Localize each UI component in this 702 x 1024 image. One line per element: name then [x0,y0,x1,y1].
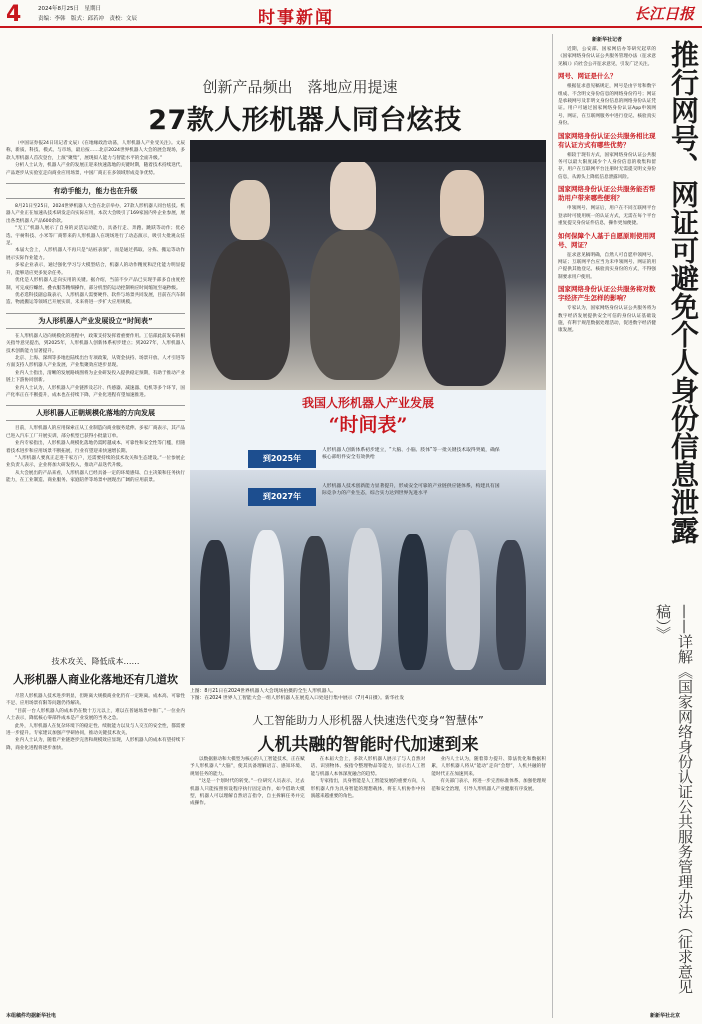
lead-paragraph: 业内人士认为，人形机器人产业链涉及芯片、传感器、减速器、电机等多个环节，国产化率正在不断提升，成本也在持续下降，产业化进程有望加速推进。 [6,385,185,398]
sidebar-source: 本组稿件均据新华社电 [6,1013,57,1019]
qa-answer: 征求意见稿明确，自然人可自愿申领网号、网证；互联网平台应当为未申领网号、网证的用户提供其他登记、核验真实身份的方式，不得强制要求用户使用。 [558,252,656,280]
lead-paragraph: “无工”机器人展示了自身的灵活运动能力，具备行走、奔跑、跳跃等动作；优必选、宇树科技、小米等厂商带来的人形机器人在现场进行了动态演示，吸引大批观众驻足。 [6,226,185,247]
timeline-year-2027: 到2027年 [248,488,316,506]
lead-paragraph: 本届大会上，人形机器人不再只是“站桩表演”，而是通过抓取、分拣、搬运等动作展示实际作业能力。 [6,248,185,261]
lead-paragraph: 从大会展出的产品来看，人形机器人已经具备一定的环境感知、自主决策和任务执行能力，在工业制造、商业服务、家庭陪伴等场景中展现出广阔的应用前景。 [6,470,185,484]
publish-date: 2024年8月25日 星期日 [38,6,101,12]
subhead: 有动手能力，能力也在升级 [6,183,185,199]
photo-caption: 上图：8月21日在2024世界机器人大会现场拍摄的全生人形机器人。 下图：在2024 世界人工智能大会一组人形机器人在展览入口处进行集中展示（7月4日摄）。新华社发 [190,689,405,701]
lead-paragraph: 优必选科技副总裁表示，人形机器人需要硬件、软件与场景共同发展，目前在汽车制造、物流搬运等领域已开展实训，未来将进一步扩大应用规模。 [6,292,185,306]
qa-question: 国家网络身份认证公共服务能否帮助用户带来哪些便利？ [558,185,656,203]
right-article-body [558,36,656,1016]
qa-answer: 根据征求意见稿规定，网号是由字母和数字组成、不含明文身份信息的网络身份符号；网证是承载网号及非明文身份信息的网络身份认证凭证。用户可通过国家网络身份认证App申领网号、网证，在互联网服务中进行登记、核验真实身份。 [558,84,656,127]
lead-paragraph: 分析人士认为，机器人产业的发展正迎来快速落地的关键时期，随着技术持续迭代，产品逐步从实验室走向商业应用场景，中国厂商正在多领域形成竞争优势。 [6,163,185,176]
ai-paragraph: 在本届大会上，多款人形机器人展示了与人自然对话、识别物体、按指令整理物品等能力，显示出人工智能与机器人本体深度融合的趋势。 [310,757,426,777]
editors-line: 责编：李韩 版式：邱若冲 责校：文辰 [38,16,138,22]
ai-article-body [190,756,546,1020]
sidebar-paragraph: 此外，人形机器人在复杂环境下的稳定性、续航能力以及与人交互的安全性，都需要进一步提升。专家建议加强产学研协同，推动关键技术攻关。 [6,723,185,737]
ai-kicker: 人工智能助力人形机器人快速迭代变身“智慧体” [252,714,484,727]
ai-paragraph: 业内人士认为，随着算力提升、算法优化和数据积累，人形机器人将从“能动”走向“会想”，人机共融的智能时代正在加速到来。 [431,757,546,777]
qa-answer: 专家认为，国家网络身份认证公共服务将为数字经济发展提供安全可信的身份认证基础设施，有利于规范数据处理活动，促进数字经济健康发展。 [558,306,656,334]
right-source: 新新华社北京 [650,1013,681,1019]
lead-paragraph: 在人形机器人迈向规模化的进程中，政策支持发挥着重要作用。工信部此前发布的相关指导意见提出，到2025年，人形机器人创新体系初步建立；到2027年，人形机器人技术创新能力显著提升。 [6,333,185,354]
lead-kicker: 创新产品频出 落地应用提速 [202,78,398,96]
ai-paragraph: 以数据驱动和大模型为核心的人工智能技术，正在赋予人形机器人“大脑”，使其具备理解语言、感知环境、规划任务的能力。 [190,757,305,777]
sidebar-headline: 人形机器人商业化落地还有几道坎 [13,673,178,686]
qa-question: 网号、网证是什么？ [558,72,617,81]
sidebar-kicker: 技术攻关、降低成本…… [51,657,140,666]
ai-headline: 人机共融的智能时代加速到来 [257,735,479,755]
page-header [0,0,702,28]
lead-headline: 27款人形机器人同台炫技 [148,105,462,136]
lead-paragraph: 业内人士指出，清晰的发展路线图将为企业研发投入提供稳定预期，有助于推动产业链上下游协同创新。 [6,370,185,384]
sidebar-article [6,650,185,1020]
robot-photo-bottom [190,448,546,685]
lead-paragraph: 8月21日至25日，2024世界机器人大会在北京举办，27款人形机器人同台炫技。机器人产业正在加速从技术研发走向实际应用，本次大会吸引了169家国内外企业参展，展出各类机器人产品600余款。 [6,204,185,224]
lead-paragraph: 目前，人形机器人的应用探索正从工业制造向商业服务延伸。多家厂商表示，其产品已进入汽车工厂开展实训，部分机型已获得小批量订单。 [6,426,185,439]
vertical-subtitle: ——详解《国家网络身份认证公共服务管理办法（征求意见稿）》 [654,604,694,994]
subhead: 人形机器人正朝规模化落地的方向发展 [6,405,185,421]
sidebar-paragraph: 业内人士认为，随着产业链逐步完善和规模效应显现，人形机器人的成本有望持续下降，商业化进程将逐步加快。 [6,738,185,751]
robot-photo-top [190,140,546,390]
section-title: 时事新闻 [258,8,334,28]
paper-name: 长江日报 [633,5,694,23]
qa-question: 国家网络身份认证公共服务将对数字经济产生怎样的影响？ [558,285,656,303]
qa-question: 如何保障个人基于自愿原则使用网号、网证？ [558,231,656,249]
column-divider [552,34,553,1018]
lead-intro: （中国证券报24日讯记者文辰）《在地缘政治动荡，人形机器人产业受关注》。文辰称，新质、科技、模式、与市场，最后按……北京2024世界机器人大会的展会现场，多款人形机器人首次登台，上演“聚集”，展现拟人能力与智能水平的全面升级。” [6,141,185,161]
ai-paragraph: “这是一个划时代的转变。”一位研究人员表示，过去机器人只能按照预设程序执行固定动作，如今借助大模型，机器人可以理解自然语言指令，自主拆解任务并完成操作。 [190,779,305,807]
timeline-text-2027: 人形机器人技术创新能力显著提升，形成安全可靠的产业链供应链体系，构建具有国际竞争力的产业生态，综合实力达到世界先进水平 [322,484,500,496]
lead-paragraph: 北京、上海、深圳等多地也陆续出台专项政策，从资金扶持、场景开放、人才引进等方面支持人形机器人产业发展，产业集聚效应逐步显现。 [6,355,185,369]
qa-answer: 申领网号、网证后，用户在不同互联网平台登录时可使用统一的认证方式，无需在每个平台重复提交身份证件信息，操作更加便捷。 [558,206,656,227]
vertical-headline: 推行网号、网证可避免个人身份信息泄露 [667,40,700,544]
ai-paragraph: 专家指出，具身智能是人工智能发展的重要方向，人形机器人作为具身智能的理想载体，将在人机协作中扮演越来越重要的角色。 [310,779,426,800]
timeline-text-2025: 人形机器人创新体系初步建立，“大脑、小脑、肢体”等一批关键技术取得突破，确保核心部组件安全有效供给 [322,448,500,460]
sidebar-paragraph: 尽管人形机器人技术进步明显，但距离大规模商业化仍有一定距离。成本高、可靠性不足、应用场景有限等问题仍待解决。 [6,694,185,707]
lead-paragraph: “人形机器人要真正走进千家万户，还需要持续的技术攻关和生态建设。”一位参展企业负责人表示，企业将加大研发投入，推动产品迭代升级。 [6,456,185,469]
ai-paragraph: 有关部门表示，将进一步完善标准体系、加强伦理规范和安全治理，引导人形机器人产业健康有序发展。 [431,779,546,792]
infographic-subtitle: “时间表” [328,414,408,436]
lead-paragraph: 业内专家指出，人形机器人规模化落地仍需跨越成本、可靠性和安全性等门槛，但随着技术进步和应用场景不断拓展，行业有望迎来快速增长期。 [6,441,185,454]
infographic-title: 我国人形机器人产业发展 [301,396,434,410]
lead-paragraph: 多家企业表示，通过强化学习与大模型结合，机器人的动作精度和泛化能力明显提升，能够适应更多复杂任务。 [6,263,185,276]
qa-answer: 相较于现有方式，国家网络身份认证公共服务可以最大限度减少个人身份信息的收集和留存，用户在互联网平台注册时无需提交明文身份信息，从源头上降低信息泄露风险。 [558,152,656,180]
subhead: 为人形机器人产业发展设立“时间表” [6,313,185,329]
lead-left-column [6,140,185,645]
timeline-year-2025: 到2025年 [248,450,316,468]
sidebar-paragraph: “目前一台人形机器人的成本仍在数十万元以上，难以在普通场景中推广。”一位业内人士表示，降低核心零部件成本是产业发展的当务之急。 [6,708,185,722]
lead-paragraph: 优化是人形机器人走向实用的关键。据介绍，当前不少产品已实现手部多自由度控制，可完成拧螺丝、叠衣服等精细操作，部分机型的运动控制响应时间缩短至毫秒级。 [6,278,185,291]
right-intro: 近期，公安部、国家网信办等研究起草的《国家网络身份认证公共服务管理办法（征求意见稿）》向社会公开征求意见，引发广泛关注。 [558,47,656,67]
page-number: 4 [6,2,22,27]
qa-question: 国家网络身份认证公共服务相比现有认证方式有哪些优势？ [558,131,656,149]
right-byline: 新新华社记者 [591,37,622,43]
